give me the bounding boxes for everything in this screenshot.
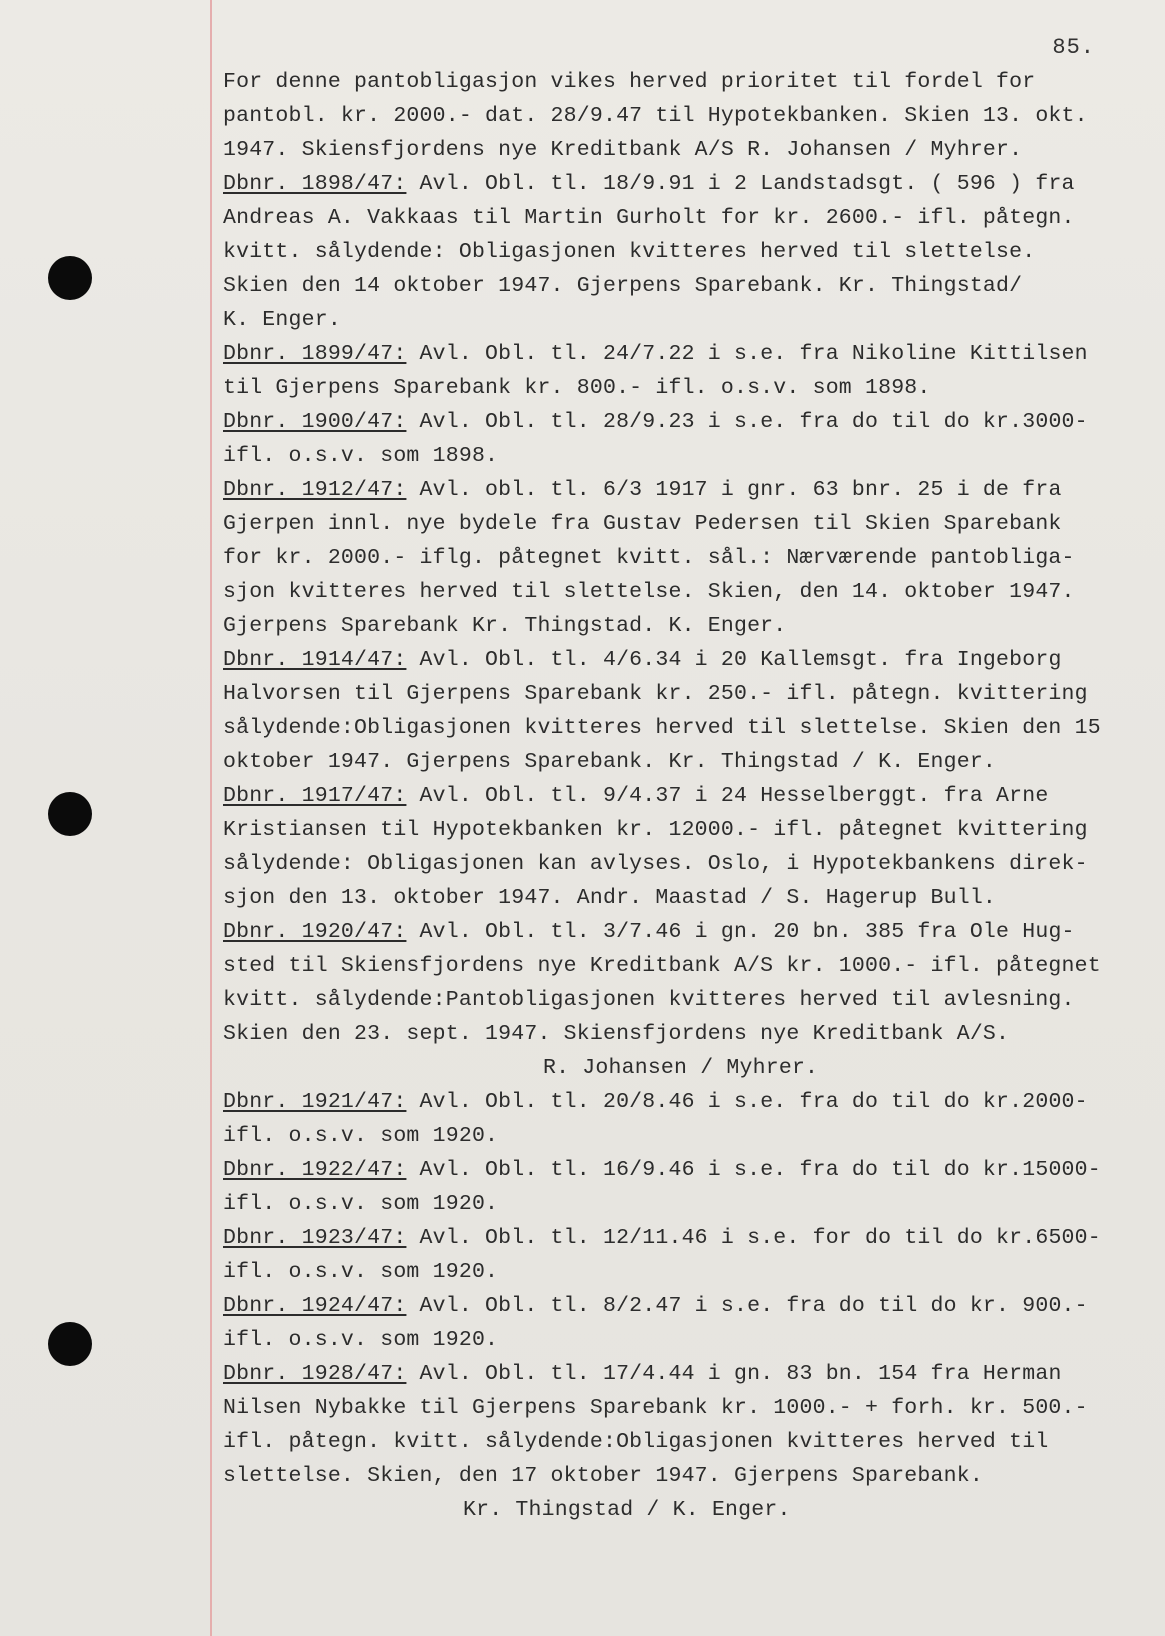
- line-text: Avl. Obl. tl. 17/4.44 i gn. 83 bn. 154 fra Herman: [406, 1362, 1062, 1386]
- line-text: Gjerpen innl. nye bydele fra Gustav Pedersen til Skien Sparebank: [223, 512, 1062, 536]
- line-text: oktober 1947. Gjerpens Sparebank. Kr. Thingstad / K. Enger.: [223, 750, 997, 774]
- text-line: [223, 1289, 1123, 1323]
- entry-number: Dbnr. 1921/47:: [223, 1090, 407, 1114]
- line-text: Avl. Obl. tl. 4/6.34 i 20 Kallemsgt. fra Ingeborg: [406, 648, 1062, 672]
- text-line: [223, 1153, 1123, 1187]
- line-text: Gjerpens Sparebank Kr. Thingstad. K. Enger.: [223, 614, 787, 638]
- entry-number: Dbnr. 1922/47:: [223, 1158, 407, 1182]
- line-text: sjon den 13. oktober 1947. Andr. Maastad / S. Hagerup Bull.: [223, 886, 997, 910]
- line-text: Andreas A. Vakkaas til Martin Gurholt for kr. 2600.- ifl. påtegn.: [223, 206, 1075, 230]
- text-line: [223, 303, 1123, 337]
- text-line: [223, 1221, 1123, 1255]
- text-line: [223, 1493, 1123, 1527]
- punch-hole: [48, 792, 92, 836]
- text-line: [223, 99, 1123, 133]
- line-text: sålydende:Obligasjonen kvitteres herved til slettelse. Skien den 15: [223, 716, 1101, 740]
- page-number: 85.: [1052, 35, 1095, 60]
- line-text: Avl. Obl. tl. 12/11.46 i s.e. for do til do kr.6500-: [406, 1226, 1101, 1250]
- line-text: Avl. Obl. tl. 24/7.22 i s.e. fra Nikoline Kittilsen: [406, 342, 1088, 366]
- line-text: Avl. Obl. tl. 16/9.46 i s.e. fra do til do kr.15000-: [406, 1158, 1101, 1182]
- entry-number: Dbnr. 1899/47:: [223, 342, 407, 366]
- line-text: K. Enger.: [223, 308, 341, 332]
- text-line: [223, 1051, 1123, 1085]
- line-text: 1947. Skiensfjordens nye Kreditbank A/S R. Johansen / Myhrer.: [223, 138, 1023, 162]
- line-text: sjon kvitteres herved til slettelse. Skien, den 14. oktober 1947.: [223, 580, 1075, 604]
- line-text: Avl. Obl. tl. 8/2.47 i s.e. fra do til do kr. 900.-: [406, 1294, 1088, 1318]
- line-text: ifl. o.s.v. som 1920.: [223, 1328, 499, 1352]
- text-line: [223, 779, 1123, 813]
- text-line: [223, 643, 1123, 677]
- text-line: [223, 949, 1123, 983]
- line-text: Skien den 14 oktober 1947. Gjerpens Sparebank. Kr. Thingstad/: [223, 274, 1023, 298]
- line-text: Kristiansen til Hypotekbanken kr. 12000.- ifl. påtegnet kvittering: [223, 818, 1088, 842]
- line-text: Avl. Obl. tl. 28/9.23 i s.e. fra do til do kr.3000-: [406, 410, 1088, 434]
- line-text: sted til Skiensfjordens nye Kreditbank A/S kr. 1000.- ifl. påtegnet: [223, 954, 1101, 978]
- line-text: For denne pantobligasjon vikes herved prioritet til fordel for: [223, 70, 1036, 94]
- text-line: [223, 847, 1123, 881]
- line-text: Avl. Obl. tl. 20/8.46 i s.e. fra do til do kr.2000-: [406, 1090, 1088, 1114]
- line-text: ifl. o.s.v. som 1920.: [223, 1260, 499, 1284]
- text-line: [223, 983, 1123, 1017]
- line-text: Skien den 23. sept. 1947. Skiensfjordens nye Kreditbank A/S.: [223, 1022, 1010, 1046]
- line-text: pantobl. kr. 2000.- dat. 28/9.47 til Hypotekbanken. Skien 13. okt.: [223, 104, 1088, 128]
- line-text: til Gjerpens Sparebank kr. 800.- ifl. o.s.v. som 1898.: [223, 376, 931, 400]
- text-line: [223, 201, 1123, 235]
- text-line: [223, 1017, 1123, 1051]
- text-line: [223, 677, 1123, 711]
- line-text: sålydende: Obligasjonen kan avlyses. Oslo, i Hypotekbankens direk-: [223, 852, 1088, 876]
- line-text: Nilsen Nybakke til Gjerpens Sparebank kr. 1000.- + forh. kr. 500.-: [223, 1396, 1088, 1420]
- entry-number: Dbnr. 1920/47:: [223, 920, 407, 944]
- text-line: [223, 405, 1123, 439]
- line-text: for kr. 2000.- iflg. påtegnet kvitt. sål.: Nærværende pantobliga-: [223, 546, 1075, 570]
- line-text: Avl. Obl. tl. 3/7.46 i gn. 20 bn. 385 fra Ole Hug-: [406, 920, 1075, 944]
- text-line: [223, 473, 1123, 507]
- red-margin-line: [210, 0, 212, 1636]
- text-line: [223, 711, 1123, 745]
- line-text: kvitt. sålydende:Pantobligasjonen kvitteres herved til avlesning.: [223, 988, 1075, 1012]
- text-line: [223, 65, 1123, 99]
- text-line: [223, 1187, 1123, 1221]
- text-line: [223, 1323, 1123, 1357]
- text-line: [223, 541, 1123, 575]
- text-line: [223, 1085, 1123, 1119]
- text-line: [223, 371, 1123, 405]
- entry-number: Dbnr. 1914/47:: [223, 648, 407, 672]
- entry-number: Dbnr. 1924/47:: [223, 1294, 407, 1318]
- line-text: Avl. Obl. tl. 9/4.37 i 24 Hesselberggt. fra Arne: [406, 784, 1049, 808]
- entry-number: Dbnr. 1900/47:: [223, 410, 407, 434]
- text-line: [223, 337, 1123, 371]
- line-text: ifl. påtegn. kvitt. sålydende:Obligasjonen kvitteres herved til: [223, 1430, 1049, 1454]
- document-body: [223, 65, 1123, 1527]
- line-text: Kr. Thingstad / K. Enger.: [463, 1498, 791, 1522]
- punch-hole: [48, 256, 92, 300]
- entry-number: Dbnr. 1912/47:: [223, 478, 407, 502]
- entry-number: Dbnr. 1898/47:: [223, 172, 407, 196]
- text-line: [223, 235, 1123, 269]
- line-text: Avl. obl. tl. 6/3 1917 i gnr. 63 bnr. 25 i de fra: [406, 478, 1062, 502]
- line-text: ifl. o.s.v. som 1898.: [223, 444, 499, 468]
- text-line: [223, 133, 1123, 167]
- text-line: [223, 1119, 1123, 1153]
- text-line: [223, 813, 1123, 847]
- entry-number: Dbnr. 1923/47:: [223, 1226, 407, 1250]
- text-line: [223, 1459, 1123, 1493]
- line-text: slettelse. Skien, den 17 oktober 1947. Gjerpens Sparebank.: [223, 1464, 983, 1488]
- text-line: [223, 269, 1123, 303]
- punch-hole: [48, 1322, 92, 1366]
- text-line: [223, 439, 1123, 473]
- text-line: [223, 575, 1123, 609]
- line-text: R. Johansen / Myhrer.: [543, 1056, 819, 1080]
- line-text: ifl. o.s.v. som 1920.: [223, 1192, 499, 1216]
- text-line: [223, 507, 1123, 541]
- text-line: [223, 1391, 1123, 1425]
- text-line: [223, 1357, 1123, 1391]
- line-text: ifl. o.s.v. som 1920.: [223, 1124, 499, 1148]
- text-line: [223, 745, 1123, 779]
- text-line: [223, 881, 1123, 915]
- text-line: [223, 915, 1123, 949]
- line-text: Halvorsen til Gjerpens Sparebank kr. 250.- ifl. påtegn. kvittering: [223, 682, 1088, 706]
- line-text: Avl. Obl. tl. 18/9.91 i 2 Landstadsgt. ( 596 ) fra: [406, 172, 1075, 196]
- text-line: [223, 1255, 1123, 1289]
- text-line: [223, 609, 1123, 643]
- text-line: [223, 1425, 1123, 1459]
- text-line: [223, 167, 1123, 201]
- entry-number: Dbnr. 1917/47:: [223, 784, 407, 808]
- line-text: kvitt. sålydende: Obligasjonen kvitteres herved til slettelse.: [223, 240, 1036, 264]
- entry-number: Dbnr. 1928/47:: [223, 1362, 407, 1386]
